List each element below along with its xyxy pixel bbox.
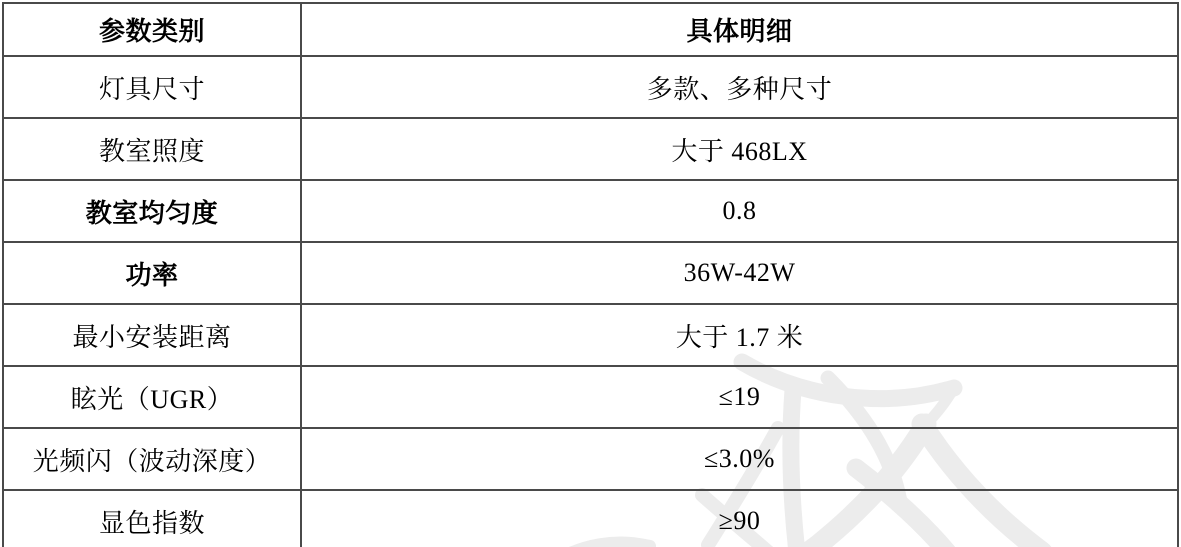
value-cell: 0.8 [722,196,757,225]
value-cell: 36W-42W [683,258,796,287]
value-cell: 大于 1.7 米 [675,322,804,352]
value-cell: 大于 468LX [671,136,808,166]
table-header-row [4,4,1177,57]
table-row [4,181,1177,243]
value-cell: ≥90 [718,506,761,535]
table-body [4,57,1177,547]
table-row [4,57,1177,119]
param-cell: 教室照度 [4,119,302,179]
param-cell: 显色指数 [4,491,302,547]
param-cell: 灯具尺寸 [4,57,302,117]
table-row [4,305,1177,367]
value-cell: ≤19 [718,382,761,411]
value-cell: ≤3.0% [704,444,775,473]
spec-table [2,2,1179,547]
table-row [4,367,1177,429]
param-cell: 教室均匀度 [4,181,302,241]
table-row [4,119,1177,181]
param-cell: 光频闪（波动深度） [4,429,302,489]
param-cell: 最小安装距离 [4,305,302,365]
param-cell: 眩光（UGR） [4,367,302,427]
table-row [4,243,1177,305]
table-row [4,491,1177,547]
header-detail: 具体明细 [686,17,793,46]
param-cell: 功率 [4,243,302,303]
header-param-category: 参数类别 [4,4,302,55]
value-cell: 多款、多种尺寸 [646,74,833,104]
table-row [4,429,1177,491]
